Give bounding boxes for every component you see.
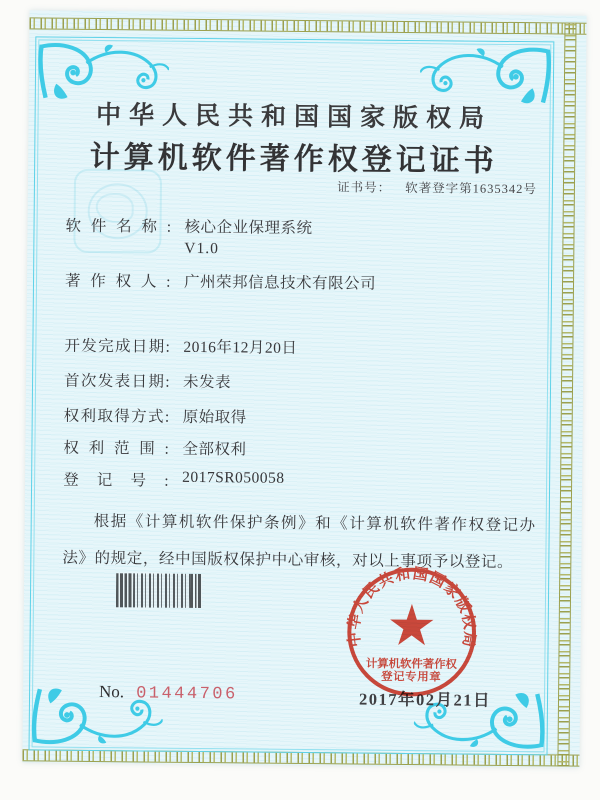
field-software-name <box>65 214 312 259</box>
serial-prefix: No. <box>98 682 125 702</box>
field-copyright-owner <box>65 269 376 294</box>
barcode <box>116 573 202 608</box>
certificate-number <box>337 177 537 197</box>
field-value <box>184 215 312 259</box>
field-label: 权利取得方式: <box>63 407 170 426</box>
barcode-stop-bars <box>190 574 202 608</box>
field-label: 登记号: <box>63 471 170 490</box>
registration-statement: 根据《计算机软件保护条例》和《计算机软件著作权登记办法》的规定，经中国版权保护中心审核，对以上事项予以登记。 <box>62 512 536 572</box>
certificate-number-value: 软著登字第1635342号 <box>405 180 537 197</box>
field-label: 首次发表日期: <box>63 372 171 391</box>
certificate-number-label: 证书号： <box>337 180 392 195</box>
field-label: 著作权人: <box>64 272 172 291</box>
seal-line2: 登记专用章 <box>381 670 442 684</box>
seal-line1: 计算机软件著作权 <box>365 658 457 671</box>
certificate-sheet <box>22 10 586 767</box>
field-label: 开发完成日期: <box>64 337 171 356</box>
field-label: 权利范围: <box>63 439 170 458</box>
field-label: 软件名称: <box>65 217 172 236</box>
field-value: 原始取得 <box>182 408 247 427</box>
field-completion-date <box>64 334 297 358</box>
field-value: 广州荣邦信息技术有限公司 <box>183 273 377 293</box>
serial-number-line <box>99 682 238 704</box>
meander-border-top <box>29 17 586 34</box>
field-value: 未发表 <box>182 373 232 392</box>
registration-number: 2017SR050058 <box>182 468 285 487</box>
field-rights-scope <box>63 436 246 460</box>
field-first-publication-date <box>64 369 231 393</box>
seal-star-icon <box>390 604 434 646</box>
seal-ring-text: 中华人民共和国国家版权局 <box>346 566 478 650</box>
field-registration-number <box>63 468 285 492</box>
field-value: 2016年12月20日 <box>183 338 298 357</box>
official-red-seal <box>344 564 479 699</box>
barcode-start-bars <box>116 573 133 607</box>
software-name: 核心企业保理系统 <box>184 218 313 238</box>
barcode-data-region <box>133 573 190 608</box>
authority-name: 中华人民共和国国家版权局 <box>95 101 493 133</box>
issue-date: 2017年02月21日 <box>358 689 492 710</box>
serial-number: 01444706 <box>136 684 238 705</box>
field-value: 全部权利 <box>182 440 247 459</box>
certificate-title: 计算机软件著作权登记证书 <box>89 140 498 178</box>
software-version: V1.0 <box>184 239 220 258</box>
meander-border-right <box>557 22 576 766</box>
field-rights-acquisition <box>64 404 247 428</box>
